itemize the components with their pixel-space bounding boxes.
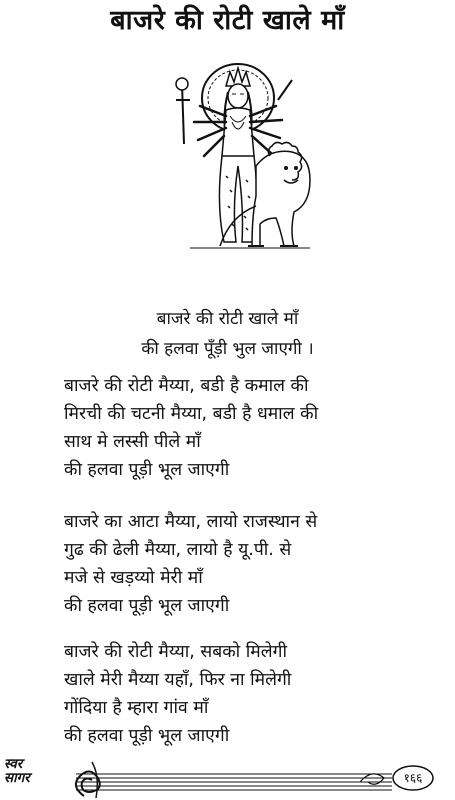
verse-line: की हलवा पूड़ी भूल जाएगी	[64, 726, 230, 746]
footer-ornament	[0, 756, 455, 800]
verse-line: मिरची की चटनी मैय्या, बडी है धमाल की	[64, 404, 319, 424]
brand-line: सागर	[4, 770, 30, 786]
verse-line: की हलवा पूड़ी भूल जाएगी	[64, 460, 230, 480]
page-number: १६६	[403, 771, 423, 785]
stanza-3	[64, 638, 444, 750]
stanza-2	[64, 508, 444, 620]
verse-line: की हलवा पूड़ी भूल जाएगी	[64, 596, 230, 616]
verse-line: साथ मे लस्सी पीले माँ	[64, 432, 201, 452]
verse-line: बाजरे का आटा मैय्या, लायो राजस्थान से	[64, 512, 318, 532]
verse-line: बाजरे की रोटी मैय्या, सबको मिलेगी	[64, 642, 287, 662]
verse-line: खाले मेरी मैय्या यहाँ, फिर ना मिलेगी	[64, 670, 292, 690]
page-title: बाजरे की रोटी खाले माँ	[110, 5, 345, 36]
verse-line: गुढ की ढेली मैय्या, लायो है यू.पी. से	[64, 540, 292, 560]
stanza-1	[64, 372, 444, 484]
verse-line: बाजरे की रोटी मैय्या, बडी है कमाल की	[64, 376, 309, 396]
brand-line: स्वर	[4, 756, 23, 772]
verse-line: मजे से खड़य्यो मेरी माँ	[64, 568, 203, 588]
refrain-line: की हलवा पूँड़ी भुल जाएगी ।	[141, 339, 314, 359]
refrain-line: बाजरे की रोटी खाले माँ	[156, 309, 299, 329]
verse-line: गोंदिया है म्हारा गांव माँ	[64, 698, 209, 718]
goddess-on-lion-illustration	[160, 56, 315, 252]
brand-logo	[4, 757, 30, 785]
refrain	[0, 304, 455, 364]
